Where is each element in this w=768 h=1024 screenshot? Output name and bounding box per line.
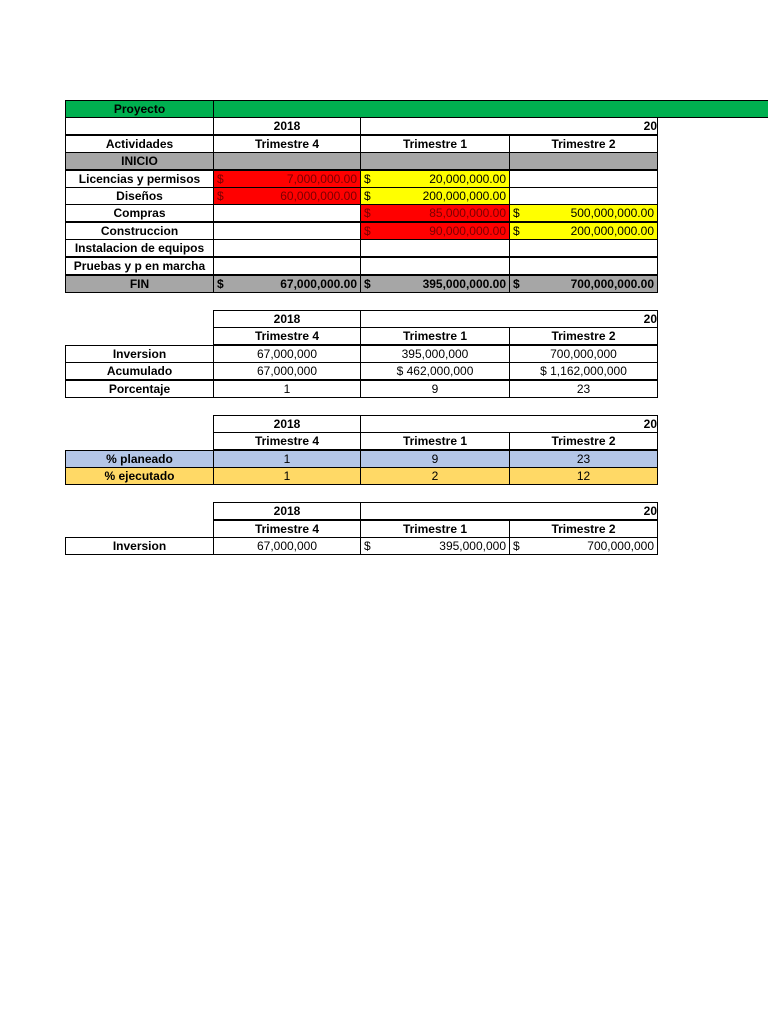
year-20-header[interactable]: 20 bbox=[360, 310, 658, 328]
construccion-q4[interactable] bbox=[213, 222, 361, 240]
q2-header[interactable]: Trimestre 2 bbox=[509, 432, 658, 450]
fin-q1[interactable]: $ 395,000,000.00 bbox=[360, 275, 510, 293]
executed-q1[interactable]: 2 bbox=[360, 467, 510, 485]
instalacion-q1[interactable] bbox=[360, 239, 510, 257]
activity-label[interactable]: Licencias y permisos bbox=[65, 170, 214, 188]
inversion-q1[interactable]: 395,000,000 bbox=[360, 345, 510, 363]
empty-cell[interactable] bbox=[65, 117, 214, 135]
planned-label[interactable]: % planeado bbox=[65, 450, 214, 468]
porcentaje-q2[interactable]: 23 bbox=[509, 380, 658, 398]
compras-q4[interactable] bbox=[213, 204, 361, 222]
construccion-q2[interactable]: $ 200,000,000.00 bbox=[509, 222, 658, 240]
pruebas-q4[interactable] bbox=[213, 257, 361, 275]
q1-header[interactable]: Trimestre 1 bbox=[360, 135, 510, 153]
executed-label[interactable]: % ejecutado bbox=[65, 467, 214, 485]
q4-header[interactable]: Trimestre 4 bbox=[213, 327, 361, 345]
disenos-q2[interactable] bbox=[509, 187, 658, 205]
q2-header[interactable]: Trimestre 2 bbox=[509, 520, 658, 538]
compras-q2[interactable]: $ 500,000,000.00 bbox=[509, 204, 658, 222]
fin-q4[interactable]: $ 67,000,000.00 bbox=[213, 275, 361, 293]
q2-header[interactable]: Trimestre 2 bbox=[509, 327, 658, 345]
year-2018-header[interactable]: 2018 bbox=[213, 117, 361, 135]
instalacion-q2[interactable] bbox=[509, 239, 658, 257]
activity-label[interactable]: Pruebas y p en marcha bbox=[65, 257, 214, 275]
q4-header[interactable]: Trimestre 4 bbox=[213, 135, 361, 153]
activity-label[interactable]: Instalacion de equipos bbox=[65, 239, 214, 257]
acumulado-q1[interactable]: $ 462,000,000 bbox=[360, 362, 510, 380]
licencias-q4[interactable]: $ 7,000,000.00 bbox=[213, 170, 361, 188]
project-bar[interactable] bbox=[213, 100, 768, 118]
inversion2-q4[interactable]: 67,000,000 bbox=[213, 537, 361, 555]
year-20-header[interactable]: 20 bbox=[360, 502, 658, 520]
fin-q2[interactable]: $ 700,000,000.00 bbox=[509, 275, 658, 293]
year-20-header[interactable]: 20 bbox=[360, 117, 658, 135]
inversion2-q1[interactable]: $ 395,000,000 bbox=[360, 537, 510, 555]
activity-label[interactable]: Construccion bbox=[65, 222, 214, 240]
year-20-header[interactable]: 20 bbox=[360, 415, 658, 433]
row-label[interactable]: Inversion bbox=[65, 537, 214, 555]
disenos-q1[interactable]: $ 200,000,000.00 bbox=[360, 187, 510, 205]
construccion-q1[interactable]: $ 90,000,000.00 bbox=[360, 222, 510, 240]
row-label[interactable]: Acumulado bbox=[65, 362, 214, 380]
q4-header[interactable]: Trimestre 4 bbox=[213, 520, 361, 538]
year-2018-header[interactable]: 2018 bbox=[213, 310, 361, 328]
year-2018-header[interactable]: 2018 bbox=[213, 502, 361, 520]
pruebas-q2[interactable] bbox=[509, 257, 658, 275]
fin-label[interactable]: FIN bbox=[65, 275, 214, 293]
porcentaje-q4[interactable]: 1 bbox=[213, 380, 361, 398]
licencias-q1[interactable]: $ 20,000,000.00 bbox=[360, 170, 510, 188]
q4-header[interactable]: Trimestre 4 bbox=[213, 432, 361, 450]
pruebas-q1[interactable] bbox=[360, 257, 510, 275]
acumulado-q4[interactable]: 67,000,000 bbox=[213, 362, 361, 380]
q1-header[interactable]: Trimestre 1 bbox=[360, 432, 510, 450]
porcentaje-q1[interactable]: 9 bbox=[360, 380, 510, 398]
q1-header[interactable]: Trimestre 1 bbox=[360, 520, 510, 538]
q2-header[interactable]: Trimestre 2 bbox=[509, 135, 658, 153]
planned-q1[interactable]: 9 bbox=[360, 450, 510, 468]
activity-label[interactable]: Diseños bbox=[65, 187, 214, 205]
inicio-q2[interactable] bbox=[509, 152, 658, 170]
disenos-q4[interactable]: $ 60,000,000.00 bbox=[213, 187, 361, 205]
executed-q4[interactable]: 1 bbox=[213, 467, 361, 485]
inversion-q4[interactable]: 67,000,000 bbox=[213, 345, 361, 363]
year-2018-header[interactable]: 2018 bbox=[213, 415, 361, 433]
q1-header[interactable]: Trimestre 1 bbox=[360, 327, 510, 345]
project-label[interactable]: Proyecto bbox=[65, 100, 214, 118]
acumulado-q2[interactable]: $ 1,162,000,000 bbox=[509, 362, 658, 380]
activity-label[interactable]: Compras bbox=[65, 204, 214, 222]
row-label[interactable]: Porcentaje bbox=[65, 380, 214, 398]
inicio-q4[interactable] bbox=[213, 152, 361, 170]
inversion2-q2[interactable]: $ 700,000,000 bbox=[509, 537, 658, 555]
compras-q1[interactable]: $ 85,000,000.00 bbox=[360, 204, 510, 222]
planned-q2[interactable]: 23 bbox=[509, 450, 658, 468]
inversion-q2[interactable]: 700,000,000 bbox=[509, 345, 658, 363]
planned-q4[interactable]: 1 bbox=[213, 450, 361, 468]
instalacion-q4[interactable] bbox=[213, 239, 361, 257]
executed-q2[interactable]: 12 bbox=[509, 467, 658, 485]
inicio-q1[interactable] bbox=[360, 152, 510, 170]
activities-header[interactable]: Actividades bbox=[65, 135, 214, 153]
row-label[interactable]: Inversion bbox=[65, 345, 214, 363]
licencias-q2[interactable] bbox=[509, 170, 658, 188]
inicio-label[interactable]: INICIO bbox=[65, 152, 214, 170]
